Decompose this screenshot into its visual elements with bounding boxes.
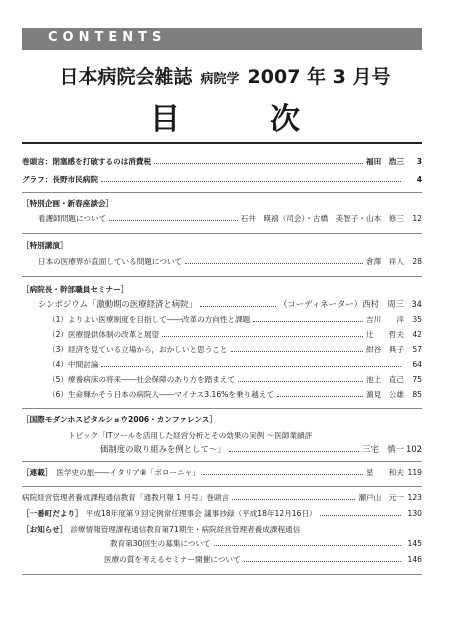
toc-entry-ichibancho[interactable]: ［一番町だより］ 平成18年度第９回定例常任理事会 議事抄録（平成18年12月16日） 130 <box>22 509 422 518</box>
toc-entry-notice-line1[interactable]: ［お知らせ］ 診療情報管理課程通信教育第71期生・病院経営管理者養成課程通信 <box>22 525 301 534</box>
toc-entry-seminar-5[interactable]: （5）療養病床の将来――社会保障のあり方を踏まえて 池上 直己 75 <box>48 375 422 384</box>
magazine-issue: 2007 年 3 月号 <box>247 66 391 88</box>
divider <box>22 486 422 487</box>
divider <box>22 233 422 234</box>
page-heading: 目 次 <box>150 102 330 137</box>
magazine-name: 日本病院会雑誌 <box>59 66 193 88</box>
toc-entry-graph[interactable]: グラフ：長野市民病院 4 <box>22 175 422 184</box>
divider <box>22 192 422 193</box>
section-label-special-lecture: ［特別講演］ <box>22 241 68 250</box>
divider <box>22 142 422 144</box>
toc-entry-seminar-2[interactable]: （2）医療提供体制の改革と展望 辻 哲夫 42 <box>48 330 422 339</box>
section-label-special-project: ［特別企画・新春座談会］ <box>22 199 114 208</box>
toc-entry-nurse[interactable]: 看護師問題について 石井 暎禧（司会）・古橋 美智子・山本 修三 12 <box>38 214 422 223</box>
magazine-title <box>0 62 450 89</box>
toc-entry-lecture[interactable]: 日本の医療界が直面している問題について 倉澤 祥人 28 <box>38 257 422 266</box>
magazine-section: 病院学 <box>200 72 240 87</box>
toc-entry-seminar-6[interactable]: （6）生命輝かそう日本の病院人――マイナス3.16%を乗り越えて 濵見 公雄 85 <box>48 390 422 399</box>
toc-entry-symposium[interactable]: シンポジウム「激動期の医療経済と病院」 （コーディネーター） 西村 周三 34 <box>38 299 422 309</box>
toc-entry-serial[interactable]: ［連載］ 医学史の旅――イタリア⑧「ボローニャ」 星 和夫 119 <box>22 468 422 477</box>
divider <box>22 276 422 277</box>
divider <box>22 574 422 575</box>
toc-entry-seminar-4[interactable]: （4）中間討論 64 <box>48 360 422 369</box>
toc-entry-correspondence[interactable]: 病院経営管理者養成課程通信教育「通教月報 1 月号」巻頭言 瀬戸山 元一 123 <box>22 493 422 502</box>
toc-entry-notice-recruit[interactable]: 教育第30回生の募集について 145 <box>110 539 422 548</box>
toc-entry-seminar-3[interactable]: （3）経済を見ている立場から，おかしいと思うこと 紺谷 典子 57 <box>48 345 422 354</box>
toc-entry-topic[interactable]: 価制度の取り組みを例として～」 三宅 慎一 102 <box>100 444 422 454</box>
section-label-hospital-show: ［国際モダンホスピタルショウ2006・カンファレンス］ <box>22 415 217 424</box>
contents-banner-text: CONTENTS <box>48 30 167 45</box>
divider <box>22 408 422 409</box>
toc-entry-topic-line1[interactable]: トピック「ITツールを活用した経営分析とその効果の実例 ～医師業績評 <box>68 431 313 440</box>
section-label-seminar: ［病院長・幹部職員セミナー］ <box>22 285 129 294</box>
toc-entry-seminar-1[interactable]: （1）よりよい医療制度を目指して――改革の方向性と課題 吉川 洋 35 <box>48 315 422 324</box>
divider <box>22 461 422 462</box>
toc-entry-foreword[interactable]: 巻頭言：閉塞感を打破するのは消費税 福田 浩三 3 <box>22 157 422 166</box>
toc-entry-notice-seminar[interactable]: 医療の質を考えるセミナー開催について 146 <box>104 555 422 564</box>
contents-banner <box>22 28 422 50</box>
